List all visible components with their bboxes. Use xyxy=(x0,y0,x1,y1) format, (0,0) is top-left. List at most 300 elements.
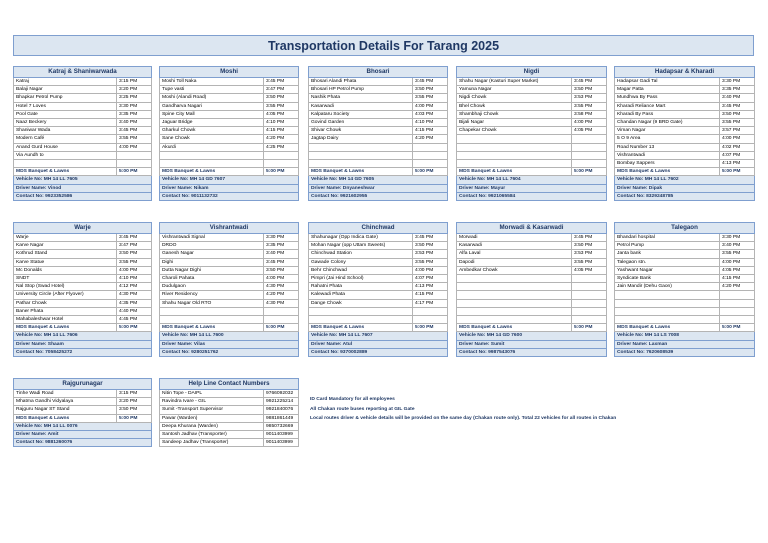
stop-name: Shivar Chowk xyxy=(309,127,413,135)
stop-name: Bhapkar Petrol Pump xyxy=(14,94,117,102)
stop-time xyxy=(572,307,607,315)
stop-name xyxy=(457,143,572,151)
stop-name: Via Aundh to xyxy=(14,151,117,159)
stop-name: Nigdi Chowk xyxy=(457,94,572,102)
helpline-contact-name: Nitin Tope - DAIPL xyxy=(160,390,264,398)
stop-row xyxy=(160,143,299,151)
helpline-phone: 9850732669 xyxy=(264,422,299,430)
stop-name xyxy=(160,316,264,324)
stop-name xyxy=(615,315,720,323)
driver-name: Driver Name: Atul xyxy=(309,340,448,348)
stop-time: 4:05 PM xyxy=(264,110,299,118)
stop-name: Kasarwadi xyxy=(457,242,572,250)
stop-time: 4:15 PM xyxy=(413,291,448,299)
stop-name: Bombay Sappers xyxy=(615,160,720,168)
stop-time: 4:12 PM xyxy=(117,283,152,291)
stop-name: University Circle (After Flyover) xyxy=(14,291,117,299)
stop-row xyxy=(457,78,607,86)
stop-time: 3:20 PM xyxy=(117,86,152,94)
stop-time: 3:15 PM xyxy=(117,390,152,398)
destination-time: 5:00 PM xyxy=(264,324,299,332)
stop-row xyxy=(457,283,607,291)
destination-time: 5:00 PM xyxy=(413,324,448,332)
contact-number: Contact No: 9011132732 xyxy=(160,192,299,200)
route-name: Morwadi & Kasarwadi xyxy=(457,223,607,234)
destination-row xyxy=(457,324,607,332)
stop-time: 3:40 PM xyxy=(720,94,755,102)
stop-time: 3:55 PM xyxy=(413,258,448,266)
stop-name xyxy=(457,299,572,307)
vehicle-number: Vehicle No: MH 14 LL 7602 xyxy=(615,176,755,184)
stop-time: 3:45 PM xyxy=(572,78,607,86)
helpline-row xyxy=(160,439,299,447)
stop-row xyxy=(14,258,152,266)
stop-row xyxy=(14,250,152,258)
page-title: Transportation Details For Tarang 2025 xyxy=(13,35,754,56)
stop-time xyxy=(413,307,448,315)
vehicle-number: Vehicle No: MH 14 LL 7604 xyxy=(457,176,607,184)
route-name: Katraj & Shaniwarwada xyxy=(14,67,152,78)
vehicle-number: Vehicle No: MH 14 GD 7600 xyxy=(457,332,607,340)
stop-row xyxy=(309,78,448,86)
stop-name: Morwadi xyxy=(457,234,572,242)
stop-row xyxy=(457,159,607,167)
destination-name: MDS Banquet & Lawns xyxy=(160,324,264,332)
stop-name: Warje xyxy=(14,234,117,242)
driver-name: Driver Name: Sumit xyxy=(457,340,607,348)
helpline-phone: 9011403999 xyxy=(264,439,299,447)
stop-row xyxy=(615,78,755,86)
stop-row xyxy=(160,307,299,315)
stop-name: Mohan Nagar (opp Uttam Sweets) xyxy=(309,242,413,250)
stop-row xyxy=(615,266,755,274)
stop-time: 3:50 PM xyxy=(572,86,607,94)
stop-row xyxy=(615,242,755,250)
stop-name: Petrol Pump xyxy=(615,242,720,250)
stop-time: 4:07 PM xyxy=(720,151,755,159)
stop-time: 4:05 PM xyxy=(720,266,755,274)
stop-row xyxy=(160,291,299,299)
stop-row xyxy=(615,315,755,323)
stop-name: Shahu Nagar (Kasturi Super Market) xyxy=(457,78,572,86)
driver-name: Driver Name: Vinod xyxy=(14,184,152,192)
stop-row xyxy=(615,234,755,242)
stop-name: Pool Gate xyxy=(14,110,117,118)
stop-row xyxy=(14,160,152,168)
destination-name: MDS Banquet & Lawns xyxy=(14,414,117,422)
stop-name xyxy=(160,151,264,159)
destination-row xyxy=(14,324,152,332)
stop-row xyxy=(457,143,607,151)
stop-time: 4:17 PM xyxy=(413,299,448,307)
stop-row xyxy=(615,143,755,151)
stop-time xyxy=(413,160,448,168)
stop-time xyxy=(572,151,607,159)
driver-name: Driver Name: Amit xyxy=(14,431,152,439)
stop-time xyxy=(572,275,607,283)
stop-name xyxy=(615,307,720,315)
stop-name: Anand Gurd House xyxy=(14,143,117,151)
stop-time: 3:55 PM xyxy=(117,135,152,143)
stop-row xyxy=(457,266,607,274)
destination-row xyxy=(160,168,299,176)
destination-name: MDS Banquet & Lawns xyxy=(309,168,413,176)
stop-name: Chapekar Chowk xyxy=(457,127,572,135)
stop-row xyxy=(160,94,299,102)
destination-name: MDS Banquet & Lawns xyxy=(14,324,117,332)
stop-time: 3:30 PM xyxy=(720,78,755,86)
driver-name: Driver Name: Laxman xyxy=(615,340,755,348)
vehicle-number: Vehicle No: MH 14 LL 0076 xyxy=(14,422,152,430)
stop-name xyxy=(457,315,572,323)
destination-name: MDS Banquet & Lawns xyxy=(160,168,264,176)
destination-time: 5:00 PM xyxy=(117,324,152,332)
stop-name: SNDT xyxy=(14,275,117,283)
stop-row xyxy=(160,258,299,266)
route-name: Rajgurunagar xyxy=(14,379,152,390)
destination-name: MDS Banquet & Lawns xyxy=(615,324,720,332)
stop-name: Kothrud Stand xyxy=(14,250,117,258)
stop-time: 3:55 PM xyxy=(264,102,299,110)
destination-time: 5:00 PM xyxy=(264,168,299,176)
stop-time: 4:03 PM xyxy=(413,110,448,118)
stop-time xyxy=(720,291,755,299)
stop-row xyxy=(14,390,152,398)
stop-name: Mhatma Gandhi Vidyalaya xyxy=(14,398,117,406)
vehicle-number: Vehicle No: MH 14 GD 7607 xyxy=(160,176,299,184)
stop-time xyxy=(572,299,607,307)
route-name: Bhosari xyxy=(309,67,448,78)
stop-name: Kharadi Reliance Mart xyxy=(615,102,720,110)
stop-time xyxy=(720,307,755,315)
stop-row xyxy=(160,102,299,110)
stop-name: Shaniwar Wada xyxy=(14,127,117,135)
contact-number: Contact No: 7620608539 xyxy=(615,348,755,356)
stop-row xyxy=(615,151,755,159)
stop-name: Bhosari HP Petrol Pump xyxy=(309,86,413,94)
stop-name: Yamuna Nagar xyxy=(457,86,572,94)
stop-time: 3:45 PM xyxy=(117,127,152,135)
stop-row xyxy=(457,102,607,110)
stop-name xyxy=(457,283,572,291)
stop-name: Rahatni Phata xyxy=(309,283,413,291)
stop-name: Dudulgaon xyxy=(160,283,264,291)
stop-name: Shahunagar (Opp Indica Gate) xyxy=(309,234,413,242)
stop-name: Yashwant Nagar xyxy=(615,266,720,274)
stop-row xyxy=(309,275,448,283)
stop-row xyxy=(160,86,299,94)
helpline-contact-name: Sandeep Jadhav (Transporter) xyxy=(160,439,264,447)
helpline-contact-name: Pawar (Warden) xyxy=(160,414,264,422)
stop-name: Bijali Nagar xyxy=(457,119,572,127)
route-name: Talegaon xyxy=(615,223,755,234)
stop-name: Jaguar Bridge xyxy=(160,119,264,127)
stop-time: 3:53 PM xyxy=(413,250,448,258)
stop-row xyxy=(457,250,607,258)
stop-name xyxy=(457,135,572,143)
stop-row xyxy=(160,316,299,324)
helpline-contact-name: Sumit -Transport Supervisor xyxy=(160,406,264,414)
stop-name: Moshi Toll Naka xyxy=(160,78,264,86)
stop-name: Janta bank xyxy=(615,250,720,258)
destination-time: 5:00 PM xyxy=(117,414,152,422)
stop-row xyxy=(457,135,607,143)
helpline-table xyxy=(159,378,298,447)
stop-row xyxy=(309,291,448,299)
stop-name: Modern Café xyxy=(14,135,117,143)
stop-row xyxy=(457,110,607,118)
stop-name xyxy=(309,160,413,168)
stop-row xyxy=(14,266,152,274)
helpline-contact-name: Deepa Khurana (Warden) xyxy=(160,422,264,430)
stop-name: Mc Donalds xyxy=(14,266,117,274)
stop-time xyxy=(572,143,607,151)
stop-name: Jain Mandir (Dehu Gaon) xyxy=(615,283,720,291)
stop-name: Viman Nagar xyxy=(615,127,720,135)
stop-time xyxy=(264,316,299,324)
destination-name: MDS Banquet & Lawns xyxy=(615,168,720,176)
stop-name: Kalewadi Phata xyxy=(309,291,413,299)
helpline-row xyxy=(160,406,299,414)
stop-name: Tinhe Wadi Road xyxy=(14,390,117,398)
stop-time: 3:50 PM xyxy=(413,242,448,250)
stop-row xyxy=(309,102,448,110)
destination-row xyxy=(309,324,448,332)
stop-time: 3:47 PM xyxy=(117,242,152,250)
stop-row xyxy=(615,283,755,291)
stop-time xyxy=(264,160,299,168)
stop-name: Dighi xyxy=(160,258,264,266)
stop-row xyxy=(615,250,755,258)
stop-time xyxy=(572,159,607,167)
stop-row xyxy=(309,160,448,168)
stop-row xyxy=(457,234,607,242)
stop-name: Dutta Nagar Dighi xyxy=(160,266,264,274)
stop-time: 3:45 PM xyxy=(413,234,448,242)
stop-time: 4:00 PM xyxy=(117,266,152,274)
contact-number: Contact No: 9921602955 xyxy=(309,192,448,200)
note-line: All Chakan route buses reporting at GIL Gate xyxy=(310,406,415,412)
stop-time: 3:45 PM xyxy=(264,258,299,266)
stop-name: Pathar Chowk xyxy=(14,299,117,307)
stop-row xyxy=(14,234,152,242)
route-name: Vishrantwadi xyxy=(160,223,299,234)
stop-time: 4:00 PM xyxy=(413,102,448,110)
stop-row xyxy=(615,86,755,94)
destination-time: 5:00 PM xyxy=(720,168,755,176)
stop-name: Chandan Nagar (9 BRD Gate) xyxy=(615,119,720,127)
notes xyxy=(310,395,750,424)
helpline-contact-name: Ravindra Ivare - GIL xyxy=(160,398,264,406)
stop-time: 4:20 PM xyxy=(720,283,755,291)
stop-name xyxy=(309,151,413,159)
stop-name: Rajguru Nagar ST Stand xyxy=(14,406,117,414)
stop-row xyxy=(14,151,152,159)
stop-row xyxy=(615,119,755,127)
stop-time: 4:30 PM xyxy=(264,283,299,291)
stop-row xyxy=(14,127,152,135)
stop-name: Dapodi xyxy=(457,258,572,266)
stop-name: Gandharva Nagari xyxy=(160,102,264,110)
stop-row xyxy=(160,151,299,159)
stop-time: 4:07 PM xyxy=(413,275,448,283)
stop-name: Karve Nagar xyxy=(14,242,117,250)
route-name: Nigdi xyxy=(457,67,607,78)
stop-row xyxy=(309,266,448,274)
stop-name: Magar Patta xyxy=(615,86,720,94)
stop-row xyxy=(309,299,448,307)
stop-row xyxy=(615,160,755,168)
stop-name: Moshi (Alandi Road) xyxy=(160,94,264,102)
stop-name: Nashik Phata xyxy=(309,94,413,102)
stop-row xyxy=(615,291,755,299)
stop-row xyxy=(160,135,299,143)
stop-time xyxy=(117,160,152,168)
stop-time: 3:45 PM xyxy=(572,234,607,242)
stop-name: Hotel 7 Loves xyxy=(14,102,117,110)
stop-time: 3:35 PM xyxy=(117,110,152,118)
stop-name xyxy=(309,316,413,324)
destination-name: MDS Banquet & Lawns xyxy=(14,168,117,176)
stop-name: Syndicate Bank xyxy=(615,275,720,283)
contact-number: Contact No: 9921065584 xyxy=(457,192,607,200)
stop-name xyxy=(457,151,572,159)
route-table xyxy=(614,66,754,201)
destination-row xyxy=(160,324,299,332)
destination-name: MDS Banquet & Lawns xyxy=(309,324,413,332)
stop-time: 3:50 PM xyxy=(117,406,152,414)
helpline-row xyxy=(160,422,299,430)
stop-row xyxy=(309,151,448,159)
stop-time xyxy=(572,135,607,143)
vehicle-number: Vehicle No: MH 14 LL 7605 xyxy=(14,176,152,184)
stop-row xyxy=(457,315,607,323)
stop-time: 4:30 PM xyxy=(264,299,299,307)
stop-row xyxy=(14,78,152,86)
stop-time: 3:45 PM xyxy=(117,234,152,242)
stop-time xyxy=(413,151,448,159)
contact-number: Contact No: 9370002889 xyxy=(309,348,448,356)
route-name: Warje xyxy=(14,223,152,234)
stop-row xyxy=(309,250,448,258)
stop-time: 3:50 PM xyxy=(413,86,448,94)
stop-row xyxy=(309,110,448,118)
helpline-phone: 9766092032 xyxy=(264,390,299,398)
stop-time: 4:00 PM xyxy=(413,266,448,274)
destination-row xyxy=(615,168,755,176)
helpline-row xyxy=(160,414,299,422)
stop-name: Behr Chinchwad xyxy=(309,266,413,274)
stop-name: Ganesh Nagar xyxy=(160,250,264,258)
stop-row xyxy=(160,234,299,242)
stop-row xyxy=(457,299,607,307)
stop-row xyxy=(309,283,448,291)
contact-number: Contact No: 9881260076 xyxy=(14,439,152,447)
stop-name: Baner Phata xyxy=(14,307,117,315)
stop-row xyxy=(457,242,607,250)
stop-time: 3:47 PM xyxy=(264,86,299,94)
driver-name: Driver Name: Nikam xyxy=(160,184,299,192)
stop-row xyxy=(14,398,152,406)
stop-name: Spine City Mall xyxy=(160,110,264,118)
stop-time xyxy=(720,315,755,323)
helpline-phone: 9881861449 xyxy=(264,414,299,422)
stop-time: 3:20 PM xyxy=(117,398,152,406)
stop-time xyxy=(413,316,448,324)
stop-name: Bhandari hospital xyxy=(615,234,720,242)
stop-name: Mundhwa By Pass xyxy=(615,94,720,102)
stop-row xyxy=(14,291,152,299)
route-table xyxy=(159,222,298,357)
destination-time: 5:00 PM xyxy=(572,324,607,332)
stop-row xyxy=(309,94,448,102)
stop-time: 4:00 PM xyxy=(720,135,755,143)
vehicle-number: Vehicle No: MH 14 LL 7607 xyxy=(309,332,448,340)
destination-row xyxy=(457,168,607,176)
stop-name xyxy=(309,307,413,315)
stop-row xyxy=(160,283,299,291)
stop-row xyxy=(14,135,152,143)
stop-name: Naaz Beckery xyxy=(14,119,117,127)
stop-time: 4:10 PM xyxy=(117,275,152,283)
stop-name: Katraj xyxy=(14,78,117,86)
stop-time xyxy=(117,151,152,159)
stop-name: Sane Chowk xyxy=(160,135,264,143)
stop-time: 3:30 PM xyxy=(264,234,299,242)
stop-time: 3:35 PM xyxy=(264,242,299,250)
stop-row xyxy=(160,242,299,250)
destination-time: 5:00 PM xyxy=(117,168,152,176)
stop-name: Gharkul Chowk xyxy=(160,127,264,135)
vehicle-number: Vehicle No: MH 14 LS 7008 xyxy=(615,332,755,340)
stop-row xyxy=(615,299,755,307)
stop-row xyxy=(160,160,299,168)
stop-time: 3:55 PM xyxy=(720,119,755,127)
stop-row xyxy=(160,299,299,307)
stop-row xyxy=(160,250,299,258)
stop-name: Tupe vasti xyxy=(160,86,264,94)
stop-row xyxy=(457,275,607,283)
stop-row xyxy=(309,242,448,250)
stop-time: 3:30 PM xyxy=(117,102,152,110)
stop-name: Karve Statue xyxy=(14,258,117,266)
stop-time: 4:13 PM xyxy=(720,160,755,168)
stop-time: 4:15 PM xyxy=(413,127,448,135)
stop-name: Akurdi xyxy=(160,143,264,151)
route-table xyxy=(308,66,447,201)
stop-name: Shambhaji Chowk xyxy=(457,110,572,118)
stop-name xyxy=(160,307,264,315)
stop-name: Talegaon stn. xyxy=(615,258,720,266)
stop-row xyxy=(457,94,607,102)
stop-row xyxy=(160,110,299,118)
route-table xyxy=(13,66,151,201)
destination-name: MDS Banquet & Lawns xyxy=(457,168,572,176)
driver-name: Driver Name: Dipak xyxy=(615,184,755,192)
stop-time: 4:30 PM xyxy=(117,291,152,299)
stop-name: Kharadi By Pass xyxy=(615,110,720,118)
stop-row xyxy=(14,283,152,291)
stop-row xyxy=(14,406,152,414)
helpline-row xyxy=(160,431,299,439)
stop-row xyxy=(14,307,152,315)
contact-number: Contact No: 9987543076 xyxy=(457,348,607,356)
stop-row xyxy=(309,307,448,315)
destination-row xyxy=(14,168,152,176)
stop-time: 4:45 PM xyxy=(117,316,152,324)
stop-time: 3:30 PM xyxy=(720,234,755,242)
stop-time: 4:40 PM xyxy=(117,307,152,315)
